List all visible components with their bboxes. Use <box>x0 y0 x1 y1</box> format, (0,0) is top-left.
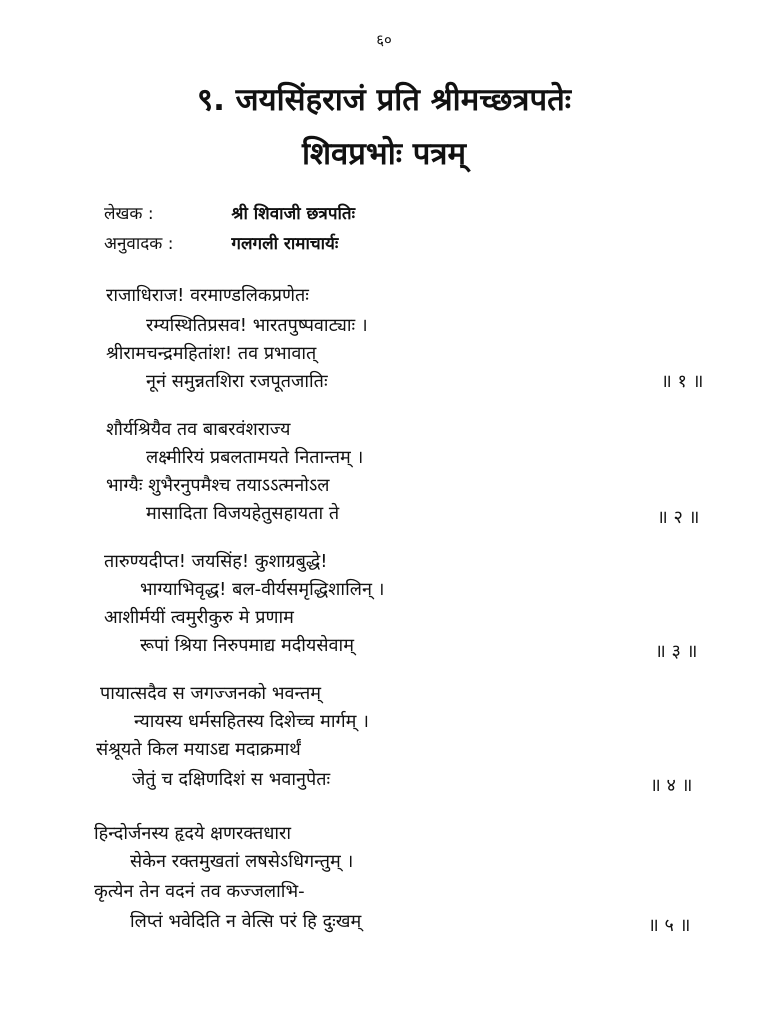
verse-line: रूपां श्रिया निरुपमाद्य मदीयसेवाम् <box>140 635 354 656</box>
verse-line: कृत्येन तेन वदनं तव कज्जलाभि- <box>94 881 305 902</box>
author-name: श्री शिवाजी छत्रपतिः <box>231 204 356 224</box>
verse-line: न्यायस्य धर्मसहितस्य दिशेच्च मार्गम् । <box>134 711 369 732</box>
translator-name: गलगली रामाचार्यः <box>231 234 339 254</box>
verse-line: पायात्सदैव स जगज्जनको भवन्तम् <box>100 683 322 704</box>
author-label: लेखक : <box>104 204 154 224</box>
verse-line: हिन्दोर्जनस्य हृदये क्षणरक्तधारा <box>94 823 292 844</box>
verse-number: ॥ १ ॥ <box>661 371 704 392</box>
translator-row <box>104 232 338 256</box>
verse-line: जेतुं च दक्षिणदिशं स भवानुपेतः <box>132 769 331 790</box>
page-title-line-2: शिवप्रभोः पत्रम् <box>301 136 467 172</box>
verse-line: संश्रूयते किल मयाऽद्य मदाक्रमार्थं <box>96 739 301 760</box>
verse-line: भाग्याभिवृद्ध! बल-वीर्यसमृद्धिशालिन् । <box>140 579 385 600</box>
verse-number: ॥ २ ॥ <box>657 507 700 528</box>
translator-label: अनुवादक : <box>104 234 174 254</box>
verse-number: ॥ ४ ॥ <box>650 775 693 796</box>
verse-line: रम्यस्थितिप्रसव! भारतपुष्पवाट्याः । <box>146 315 368 336</box>
author-row <box>104 202 355 226</box>
verse-line: राजाधिराज! वरमाण्डलिकप्रणेतः <box>106 285 309 306</box>
verse-line: तारुण्यदीप्त! जयसिंह! कुशाग्रबुद्धे! <box>104 551 328 572</box>
verse-line: नूनं समुन्नतशिरा रजपूतजातिः <box>146 371 328 392</box>
verse-line: लक्ष्मीरियं प्रबलतामयते नितान्तम् । <box>146 447 364 468</box>
verse-number: ॥ ५ ॥ <box>648 915 691 936</box>
verse-line: मासादिता विजयहेतुसहायता ते <box>146 503 340 524</box>
verse-line: श्रीरामचन्द्रमहितांश! तव प्रभावात् <box>106 343 317 364</box>
verse-line: आशीर्मयीं त्वमुरीकुरु मे प्रणाम <box>104 607 294 628</box>
verse-number: ॥ ३ ॥ <box>655 641 698 662</box>
verse-line: शौर्यश्रियैव तव बाबरवंशराज्य <box>106 419 291 440</box>
verse-line: सेकेन रक्तमुखतां लषसेऽधिगन्तुम् । <box>130 851 354 872</box>
verse-line: लिप्तं भवेदिति न वेत्सि परं हि दुःखम् <box>130 911 362 932</box>
verse-line: भाग्यैः शुभैरनुपमैश्च तयाऽऽत्मनोऽल <box>106 475 330 496</box>
page-title-line-1: ९. जयसिंहराजं प्रति श्रीमच्छत्रपतेः <box>196 82 572 118</box>
page-number: ६० <box>376 31 392 49</box>
